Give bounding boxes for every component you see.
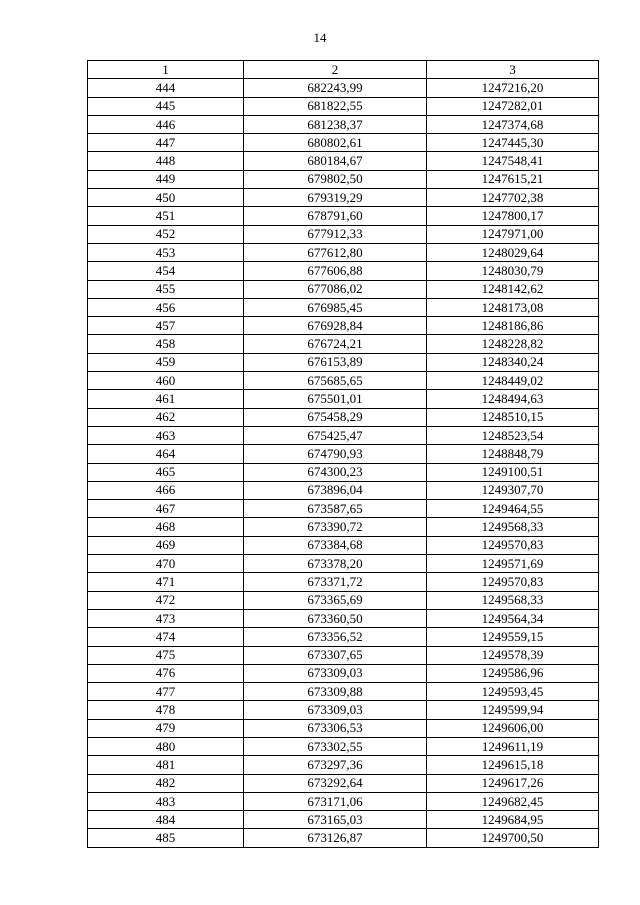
- table-row: [88, 426, 599, 444]
- point-number-cell: 480: [88, 737, 244, 755]
- x-coordinate-cell: 675425,47: [244, 426, 427, 444]
- point-number-cell: 448: [88, 152, 244, 170]
- y-coordinate-cell: 1247971,00: [427, 225, 599, 243]
- x-coordinate-cell: 679802,50: [244, 170, 427, 188]
- y-coordinate-cell: 1248510,15: [427, 408, 599, 426]
- x-coordinate-cell: 676153,89: [244, 353, 427, 371]
- table-row: [88, 701, 599, 719]
- point-number-cell: 446: [88, 115, 244, 133]
- y-coordinate-cell: 1248029,64: [427, 243, 599, 261]
- point-number-cell: 477: [88, 683, 244, 701]
- y-coordinate-cell: 1249700,50: [427, 829, 599, 847]
- y-coordinate-cell: 1248449,02: [427, 372, 599, 390]
- x-coordinate-cell: 678791,60: [244, 207, 427, 225]
- x-coordinate-cell: 673292,64: [244, 774, 427, 792]
- table-row: [88, 243, 599, 261]
- x-coordinate-cell: 673309,03: [244, 701, 427, 719]
- point-number-cell: 468: [88, 518, 244, 536]
- table-row: [88, 408, 599, 426]
- y-coordinate-cell: 1249564,34: [427, 609, 599, 627]
- table-row: [88, 79, 599, 97]
- point-number-cell: 470: [88, 555, 244, 573]
- x-coordinate-cell: 673297,36: [244, 756, 427, 774]
- table-row: [88, 445, 599, 463]
- point-number-cell: 452: [88, 225, 244, 243]
- x-coordinate-cell: 676724,21: [244, 335, 427, 353]
- point-number-cell: 451: [88, 207, 244, 225]
- x-coordinate-cell: 681822,55: [244, 97, 427, 115]
- table-row: [88, 189, 599, 207]
- x-coordinate-cell: 676928,84: [244, 317, 427, 335]
- y-coordinate-cell: 1249568,33: [427, 518, 599, 536]
- x-coordinate-cell: 673371,72: [244, 573, 427, 591]
- table-row: [88, 719, 599, 737]
- table-body: [88, 79, 599, 847]
- point-number-cell: 474: [88, 628, 244, 646]
- point-number-cell: 483: [88, 792, 244, 810]
- x-coordinate-cell: 673356,52: [244, 628, 427, 646]
- x-coordinate-cell: 675501,01: [244, 390, 427, 408]
- x-coordinate-cell: 680802,61: [244, 134, 427, 152]
- x-coordinate-cell: 673587,65: [244, 500, 427, 518]
- point-number-cell: 449: [88, 170, 244, 188]
- x-coordinate-cell: 673365,69: [244, 591, 427, 609]
- table-row: [88, 372, 599, 390]
- table-row: [88, 792, 599, 810]
- y-coordinate-cell: 1249617,26: [427, 774, 599, 792]
- point-number-cell: 457: [88, 317, 244, 335]
- table-row: [88, 134, 599, 152]
- table-row: [88, 829, 599, 847]
- x-coordinate-cell: 676985,45: [244, 298, 427, 316]
- x-coordinate-cell: 673309,03: [244, 664, 427, 682]
- y-coordinate-cell: 1247548,41: [427, 152, 599, 170]
- table-row: [88, 280, 599, 298]
- column-header-2: 2: [244, 61, 427, 79]
- point-number-cell: 463: [88, 426, 244, 444]
- point-number-cell: 459: [88, 353, 244, 371]
- table-row: [88, 683, 599, 701]
- point-number-cell: 469: [88, 536, 244, 554]
- x-coordinate-cell: 673306,53: [244, 719, 427, 737]
- table-row: [88, 737, 599, 755]
- y-coordinate-cell: 1249307,70: [427, 481, 599, 499]
- table-row: [88, 463, 599, 481]
- y-coordinate-cell: 1249100,51: [427, 463, 599, 481]
- table-row: [88, 97, 599, 115]
- x-coordinate-cell: 673390,72: [244, 518, 427, 536]
- x-coordinate-cell: 677612,80: [244, 243, 427, 261]
- table-row: [88, 774, 599, 792]
- table-row: [88, 317, 599, 335]
- table-row: [88, 353, 599, 371]
- y-coordinate-cell: 1249568,33: [427, 591, 599, 609]
- x-coordinate-cell: 673171,06: [244, 792, 427, 810]
- point-number-cell: 472: [88, 591, 244, 609]
- x-coordinate-cell: 677606,88: [244, 262, 427, 280]
- y-coordinate-cell: 1247374,68: [427, 115, 599, 133]
- point-number-cell: 479: [88, 719, 244, 737]
- point-number-cell: 455: [88, 280, 244, 298]
- table-row: [88, 225, 599, 243]
- table-row: [88, 756, 599, 774]
- x-coordinate-cell: 679319,29: [244, 189, 427, 207]
- y-coordinate-cell: 1247615,21: [427, 170, 599, 188]
- table-row: [88, 481, 599, 499]
- table-row: [88, 152, 599, 170]
- column-header-1: 1: [88, 61, 244, 79]
- x-coordinate-cell: 680184,67: [244, 152, 427, 170]
- coordinates-table: [87, 60, 599, 848]
- y-coordinate-cell: 1248173,08: [427, 298, 599, 316]
- column-header-3: 3: [427, 61, 599, 79]
- y-coordinate-cell: 1248494,63: [427, 390, 599, 408]
- x-coordinate-cell: 675685,65: [244, 372, 427, 390]
- table-row: [88, 609, 599, 627]
- point-number-cell: 475: [88, 646, 244, 664]
- table-row: [88, 518, 599, 536]
- point-number-cell: 447: [88, 134, 244, 152]
- point-number-cell: 460: [88, 372, 244, 390]
- y-coordinate-cell: 1248340,24: [427, 353, 599, 371]
- x-coordinate-cell: 681238,37: [244, 115, 427, 133]
- point-number-cell: 471: [88, 573, 244, 591]
- point-number-cell: 465: [88, 463, 244, 481]
- y-coordinate-cell: 1249570,83: [427, 536, 599, 554]
- x-coordinate-cell: 673309,88: [244, 683, 427, 701]
- y-coordinate-cell: 1249464,55: [427, 500, 599, 518]
- point-number-cell: 482: [88, 774, 244, 792]
- point-number-cell: 476: [88, 664, 244, 682]
- point-number-cell: 450: [88, 189, 244, 207]
- point-number-cell: 461: [88, 390, 244, 408]
- point-number-cell: 453: [88, 243, 244, 261]
- y-coordinate-cell: 1247445,30: [427, 134, 599, 152]
- point-number-cell: 456: [88, 298, 244, 316]
- y-coordinate-cell: 1248523,54: [427, 426, 599, 444]
- table-row: [88, 170, 599, 188]
- x-coordinate-cell: 673302,55: [244, 737, 427, 755]
- y-coordinate-cell: 1247702,38: [427, 189, 599, 207]
- point-number-cell: 458: [88, 335, 244, 353]
- table-row: [88, 628, 599, 646]
- table-row: [88, 115, 599, 133]
- x-coordinate-cell: 673165,03: [244, 811, 427, 829]
- y-coordinate-cell: 1247216,20: [427, 79, 599, 97]
- x-coordinate-cell: 674790,93: [244, 445, 427, 463]
- point-number-cell: 484: [88, 811, 244, 829]
- y-coordinate-cell: 1248228,82: [427, 335, 599, 353]
- point-number-cell: 466: [88, 481, 244, 499]
- x-coordinate-cell: 682243,99: [244, 79, 427, 97]
- y-coordinate-cell: 1248030,79: [427, 262, 599, 280]
- table-row: [88, 500, 599, 518]
- table-row: [88, 207, 599, 225]
- table-row: [88, 811, 599, 829]
- point-number-cell: 473: [88, 609, 244, 627]
- point-number-cell: 445: [88, 97, 244, 115]
- x-coordinate-cell: 673307,65: [244, 646, 427, 664]
- y-coordinate-cell: 1249571,69: [427, 555, 599, 573]
- table-row: [88, 664, 599, 682]
- y-coordinate-cell: 1249578,39: [427, 646, 599, 664]
- point-number-cell: 485: [88, 829, 244, 847]
- table-row: [88, 591, 599, 609]
- table-row: [88, 298, 599, 316]
- y-coordinate-cell: 1247282,01: [427, 97, 599, 115]
- x-coordinate-cell: 677912,33: [244, 225, 427, 243]
- point-number-cell: 464: [88, 445, 244, 463]
- x-coordinate-cell: 673360,50: [244, 609, 427, 627]
- point-number-cell: 462: [88, 408, 244, 426]
- y-coordinate-cell: 1249615,18: [427, 756, 599, 774]
- x-coordinate-cell: 673378,20: [244, 555, 427, 573]
- y-coordinate-cell: 1249599,94: [427, 701, 599, 719]
- point-number-cell: 467: [88, 500, 244, 518]
- page-number: 14: [313, 30, 327, 45]
- y-coordinate-cell: 1249586,96: [427, 664, 599, 682]
- y-coordinate-cell: 1249684,95: [427, 811, 599, 829]
- y-coordinate-cell: 1249593,45: [427, 683, 599, 701]
- table-row: [88, 536, 599, 554]
- table-row: [88, 646, 599, 664]
- point-number-cell: 478: [88, 701, 244, 719]
- x-coordinate-cell: 673384,68: [244, 536, 427, 554]
- y-coordinate-cell: 1249570,83: [427, 573, 599, 591]
- y-coordinate-cell: 1247800,17: [427, 207, 599, 225]
- point-number-cell: 481: [88, 756, 244, 774]
- x-coordinate-cell: 677086,02: [244, 280, 427, 298]
- table-row: [88, 262, 599, 280]
- point-number-cell: 454: [88, 262, 244, 280]
- table-row: [88, 335, 599, 353]
- table-header-row: [88, 61, 599, 79]
- table-row: [88, 555, 599, 573]
- y-coordinate-cell: 1249606,00: [427, 719, 599, 737]
- point-number-cell: 444: [88, 79, 244, 97]
- y-coordinate-cell: 1249611,19: [427, 737, 599, 755]
- table-row: [88, 390, 599, 408]
- y-coordinate-cell: 1248142,62: [427, 280, 599, 298]
- table-row: [88, 573, 599, 591]
- x-coordinate-cell: 673126,87: [244, 829, 427, 847]
- y-coordinate-cell: 1248848,79: [427, 445, 599, 463]
- y-coordinate-cell: 1249559,15: [427, 628, 599, 646]
- y-coordinate-cell: 1249682,45: [427, 792, 599, 810]
- x-coordinate-cell: 674300,23: [244, 463, 427, 481]
- x-coordinate-cell: 673896,04: [244, 481, 427, 499]
- x-coordinate-cell: 675458,29: [244, 408, 427, 426]
- y-coordinate-cell: 1248186,86: [427, 317, 599, 335]
